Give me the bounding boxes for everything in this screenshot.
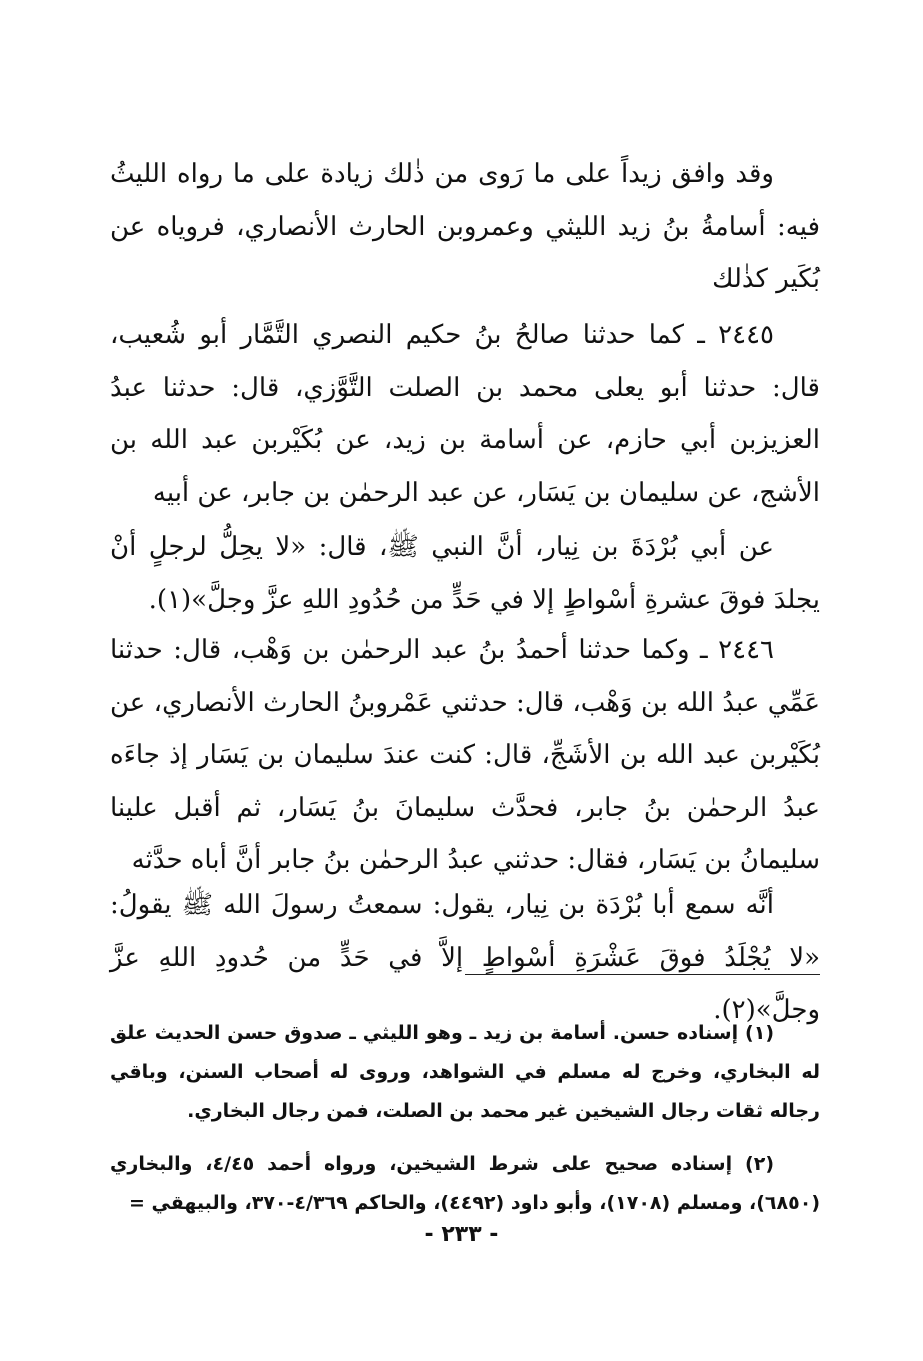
footnote-2: (٢) إسناده صحيح على شرط الشيخين، ورواه أحمد ٤/٤٥، والبخاري (٦٨٥٠)، ومسلم (١٧٠٨)، وأبو داود (٤٤٩٢)، والحاكم ٤/٣٦٩-٣٧٠، والبيهقي = [110, 1153, 820, 1214]
footnote-1: (١) إسناده حسن. أسامة بن زيد ـ وهو الليثي ـ صدوق حسن الحديث علق له البخاري، وخرج له مسلم في الشواهد، وروى له أصحاب السنن، وباقي رجاله ثقات رجال الشيخين غير محمد بن الصلت، فمن رجال البخاري. [110, 1022, 820, 1122]
page-number: - ٢٣٣ - [424, 1222, 499, 1247]
footnote-separator [465, 974, 820, 975]
hadith-2446-text: أنَّه سمع أبا بُرْدَة بن نِيار، يقول: سمعتُ رسولَ الله ﷺ يقولُ: «لا يُجْلَدُ فوقَ عَشْرَةِ أسْواطٍ إلاَّ في حَدٍّ من حُدودِ اللهِ عزَّ وجلَّ»(٢). [110, 890, 820, 1025]
hadith-2445-text: عن أبي بُرْدَةَ بن نِيار، أنَّ النبي ﷺ، قال: «لا يحِلُّ لرجلٍ أنْ يجلدَ فوقَ عشرةِ أسْواطٍ إلا في حَدٍّ من حُدُودِ اللهِ عزَّ وجلَّ»(١). [110, 532, 820, 615]
hadith-2446-chain: ٢٤٤٦ ـ وكما حدثنا أحمدُ بنُ عبد الرحمٰن بن وَهْب، قال: حدثنا عَمِّي عبدُ الله بن وَهْب، قال: حدثني عَمْروبنُ الحارث الأنصاري، عن بُكَيْربن عبد الله بن الأشَجِّ، قال: كنت عندَ سليمان بن يَسَار إذ جاءَه عبدُ الرحمٰن بنُ جابر، فحدَّث سليمانَ بنُ يَسَار، ثم أقبل علينا سليمانُ بن يَسَار، فقال: حدثني عبدُ الرحمٰن بنُ جابر أنَّ أباه حدَّثه [110, 635, 820, 875]
hadith-2445-chain: ٢٤٤٥ ـ كما حدثنا صالحُ بنُ حكيم النصري التَّمَّار أبو شُعيب، قال: حدثنا أبو يعلى محمد بن الصلت التَّوَّزي، قال: حدثنا عبدُ العزيزبن أبي حازم، عن أسامة بن زيد، عن بُكَيْربن عبد الله بن الأشج، عن سليمان بن يَسَار، عن عبد الرحمٰن بن جابر، عن أبيه [110, 320, 820, 508]
paragraph-intro: وقد وافق زيداً على ما رَوى من ذٰلك زيادة على ما رواه الليثُ فيه: أسامةُ بنُ زيد الليثي وعمروبن الحارث الأنصاري، فروياه عن بُكَير كذٰلك [110, 159, 820, 294]
